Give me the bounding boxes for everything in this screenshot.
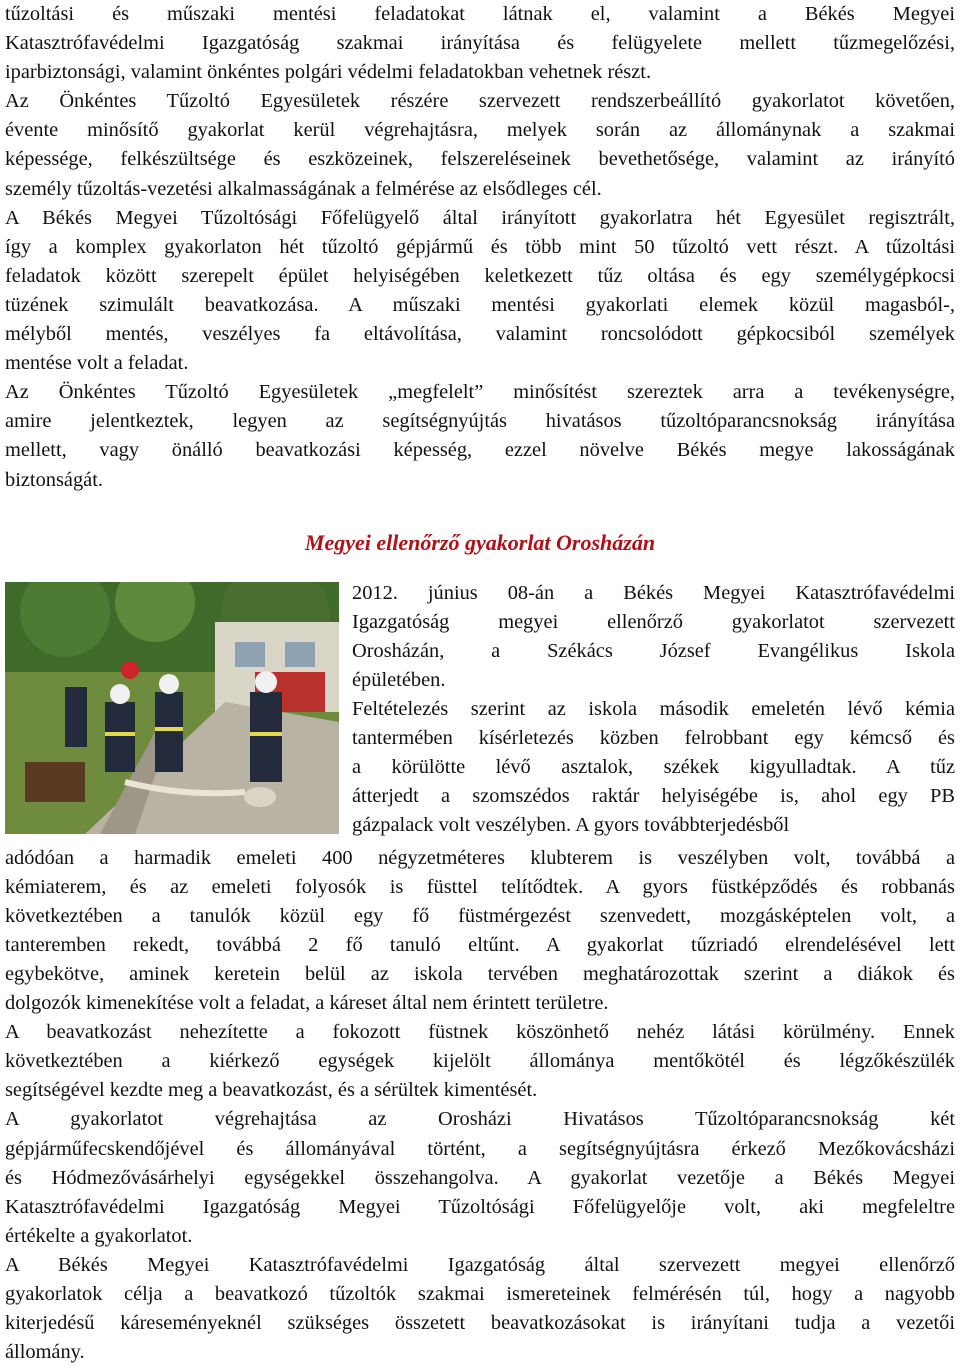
text-line: biztonságát. xyxy=(5,468,103,491)
paragraph xyxy=(5,1251,955,1367)
side-text xyxy=(352,579,955,841)
text-line: kémiaterem, és az emeleti folyosók is füsttel telítődtek. A gyors füstképződés és robbanás xyxy=(5,875,955,898)
text-line: gyakorlatok célja a beavatkozó tűzoltók szakmai ismereteinek felmérésén túl, hogy a nagyobb xyxy=(5,1283,955,1305)
document-page xyxy=(5,0,955,1367)
text-line: tüzének szimulált beavatkozása. A műszaki mentési gyakorlati elemek közül magasból-, xyxy=(5,293,955,316)
text-line: kiterjedésű káreseményeknél szükséges összetett beavatkozásokat is irányítani tudja a vezetői xyxy=(5,1312,955,1335)
paragraph xyxy=(352,579,955,695)
paragraph xyxy=(5,378,955,494)
text-line: 2012. június 08-án a Békés Megyei Katasztrófavédelmi xyxy=(352,581,955,604)
intro-section xyxy=(5,0,955,495)
text-line: következtében a tanulók közül egy fő füstmérgezést szenvedett, mozgásképtelen volt, a xyxy=(5,904,955,927)
firefighters-photo-illustration xyxy=(5,582,339,834)
photo-and-text xyxy=(5,579,955,844)
text-line: iparbiztonsági, valamint önkéntes polgári védelmi feladatokban vehetnek részt. xyxy=(5,61,652,84)
text-line: átterjedt a szomszédos raktár helyiségébe is, ahol egy PB xyxy=(352,785,955,808)
text-line: személy tűzoltás-vezetési alkalmasságának a felmérése az elsődleges cél. xyxy=(5,177,602,200)
text-line: mellett, vagy önálló beavatkozási képesség, ezzel növelve Békés megye lakosságának xyxy=(5,439,955,462)
text-line: értékelte a gyakorlatot. xyxy=(5,1224,193,1247)
text-line: a körülötte lévő asztalok, székek kigyulladtak. A tűz xyxy=(352,756,955,779)
text-line: gázpalack volt veszélyben. A gyors továbbterjedésből xyxy=(352,814,790,837)
text-line: A Békés Megyei Tűzoltósági Főfelügyelő által irányított gyakorlatra hét Egyesület regisztrált, xyxy=(5,206,955,229)
text-line: Orosházán, a Székács József Evangélikus Iskola xyxy=(352,639,955,662)
text-line: Az Önkéntes Tűzoltó Egyesületek „megfelelt” minősítést szereztek arra a tevékenységre, xyxy=(5,381,955,404)
main-text xyxy=(5,844,955,1367)
text-line: adódóan a harmadik emeleti 400 négyzetméteres klubterem is veszélyben volt, továbbá a xyxy=(5,846,955,869)
text-line: Igazgatóság megyei ellenőrző gyakorlatot szervezett xyxy=(352,610,955,633)
text-line: mélyből mentés, veszélyes fa eltávolítása, valamint roncsolódott gépkocsiból személyek xyxy=(5,323,955,346)
paragraph xyxy=(5,87,955,203)
paragraph xyxy=(352,695,955,840)
text-line: tűzoltási és műszaki mentési feladatokat látnak el, valamint a Békés Megyei xyxy=(5,3,955,25)
text-line: következtében a kiérkező egységek kijelölt állománya mentőkötél és légzőkészülék xyxy=(5,1050,955,1073)
text-line: gépjárműfecskendőjével és állományával történt, a segítségnyújtásra érkező Mezőkovácsházi xyxy=(5,1137,955,1160)
text-line: képessége, felkészültsége és eszközeinek, felszereléseinek bevethetősége, valamint az irányító xyxy=(5,148,955,171)
paragraph xyxy=(5,844,955,1019)
firefighters-photo xyxy=(5,582,339,834)
text-line: így a komplex gyakorlaton hét tűzoltó gépjármű és több mint 50 tűzoltó vett részt. A tűzoltási xyxy=(5,235,955,258)
text-line: mentése volt a feladat. xyxy=(5,352,189,375)
text-line: segítségével kezdte meg a beavatkozást, és a sérültek kimentését. xyxy=(5,1079,538,1102)
text-line: állomány. xyxy=(5,1341,85,1364)
section-heading: Megyei ellenőrző gyakorlat Orosházán xyxy=(304,529,656,555)
text-line: A beavatkozást nehezítette a fokozott füstnek köszönhető nehéz látási körülmény. Ennek xyxy=(5,1021,955,1044)
text-line: Feltételezés szerint az iskola második emeletén lévő kémia xyxy=(352,697,955,720)
paragraph xyxy=(5,0,955,87)
text-line: A gyakorlatot végrehajtása az Orosházi Hivatásos Tűzoltóparancsnokság két xyxy=(5,1108,955,1131)
text-line: évente minősítő gyakorlat kerül végrehajtásra, melyek során az állománynak a szakmai xyxy=(5,119,955,142)
text-line: feladatok között szerepelt épület helyiségében keletkezett tűz oltása és egy személygépkocsi xyxy=(5,264,955,287)
paragraph xyxy=(5,1105,955,1250)
text-line: tanteremben rekedt, továbbá 2 fő tanuló eltűnt. A gyakorlat tűzriadó elrendelésével lett xyxy=(5,933,955,956)
text-line: és Hódmezővásárhelyi egységekkel összehangolva. A gyakorlat vezetője a Békés Megyei xyxy=(5,1166,955,1189)
text-line: A Békés Megyei Katasztrófavédelmi Igazgatóság által szervezett megyei ellenőrző xyxy=(5,1253,955,1276)
text-line: dolgozók kimenekítése volt a feladat, a káreset által nem érintett területre. xyxy=(5,992,609,1015)
paragraph xyxy=(5,1018,955,1105)
text-line: Katasztrófavédelmi Igazgatóság Megyei Tűzoltósági Főfelügyelője volt, aki megfeleltre xyxy=(5,1195,955,1218)
text-line: amire jelentkeztek, legyen az segítségnyújtás hivatásos tűzoltóparancsnokság irányítása xyxy=(5,410,955,433)
text-line: Az Önkéntes Tűzoltó Egyesületek részére szervezett rendszerbeállító gyakorlatot követően, xyxy=(5,90,955,113)
paragraph xyxy=(5,204,955,379)
text-line: épületében. xyxy=(352,668,446,691)
text-line: egybekötve, aminek keretein belül az iskola tervében meghatározottak szerint a diákok és xyxy=(5,962,955,985)
text-line: tantermében kísérletezés közben felrobbant egy kémcső és xyxy=(352,727,955,750)
text-line: Katasztrófavédelmi Igazgatóság szakmai irányítása és felügyelete mellett tűzmegelőzési, xyxy=(5,32,955,55)
